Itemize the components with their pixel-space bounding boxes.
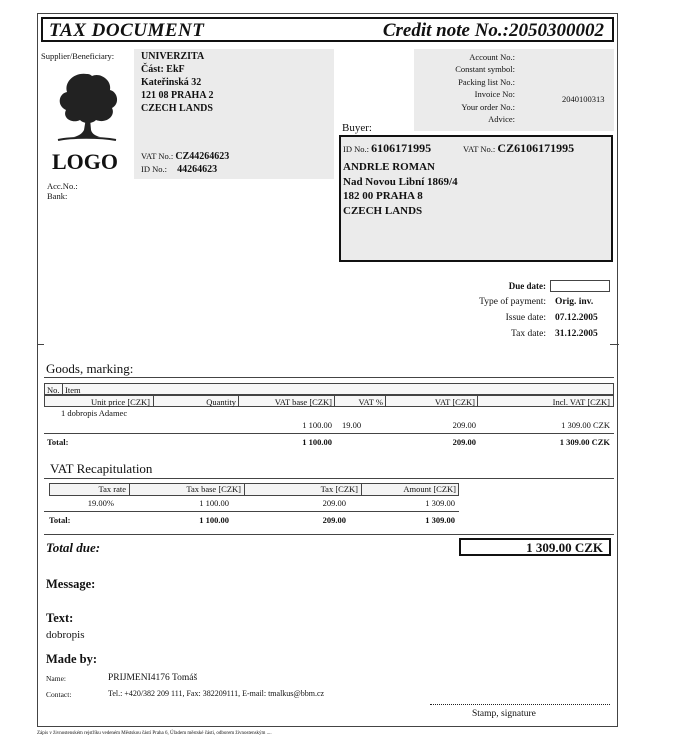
supplier-line: 121 08 PRAHA 2 xyxy=(141,90,214,101)
stamp-signature-label: Stamp, signature xyxy=(472,709,536,719)
buyer-line: 182 00 PRAHA 8 xyxy=(343,190,423,202)
advice-label: Advice: xyxy=(488,114,515,125)
col-vat-pct: VAT % xyxy=(358,397,383,407)
recap-total-amount: 1 309.00 xyxy=(425,515,455,525)
recap-rule xyxy=(44,478,614,479)
buyer-line: ANDRLE ROMAN xyxy=(343,161,435,173)
supplier-id-label: ID No.: xyxy=(141,164,167,174)
logo-text: LOGO xyxy=(52,149,119,174)
goods-header-row-1 xyxy=(44,383,614,395)
due-date-label: Due date: xyxy=(508,281,546,291)
col-divider xyxy=(334,396,335,407)
credit-note-value: 2050300002 xyxy=(509,20,604,41)
buyer-line: Nad Novou Libní 1869/4 xyxy=(343,175,458,188)
buyer-box xyxy=(339,135,613,262)
goods-total-vat-base: 1 100.00 xyxy=(302,437,332,447)
goods-heading: Goods, marking: xyxy=(46,361,134,376)
tree-logo-icon xyxy=(52,66,122,144)
reference-labels xyxy=(418,51,515,125)
buyer-id-value: 6106171995 xyxy=(371,141,432,155)
due-date-box xyxy=(550,280,610,292)
recap-amount: 1 309.00 xyxy=(425,498,455,508)
recap-col-tax-base: Tax base [CZK] xyxy=(130,484,245,495)
buyer-vat xyxy=(463,141,574,156)
made-by-label: Made by: xyxy=(46,652,98,666)
total-due-box xyxy=(459,538,611,556)
col-no: No. xyxy=(47,385,60,395)
recap-header-row xyxy=(49,483,459,496)
buyer-vat-value: CZ6106171995 xyxy=(497,141,575,155)
goods-total-label: Total: xyxy=(47,437,69,447)
col-incl-vat: Incl. VAT [CZK] xyxy=(552,397,610,407)
document-page xyxy=(37,13,618,727)
recap-total-tax: 209.00 xyxy=(322,515,346,525)
your-order-label: Your order No.: xyxy=(461,101,515,112)
col-divider xyxy=(153,396,154,407)
goods-item-name: 1 dobropis Adamec xyxy=(61,408,128,418)
supplier-line: Kateřinská 32 xyxy=(141,77,202,88)
text-label: Text: xyxy=(46,611,74,625)
recap-col-amount: Amount [CZK] xyxy=(403,484,456,494)
recap-col-tax: Tax [CZK] xyxy=(245,484,362,495)
signature-line xyxy=(430,704,610,705)
goods-item-vat-pct: 19.00 xyxy=(342,420,362,430)
issue-date-value: 07.12.2005 xyxy=(555,313,598,323)
supplier-vat-label: VAT No.: xyxy=(141,151,174,161)
buyer-vat-label: VAT No.: xyxy=(463,144,496,154)
acc-no-label: Acc.No.: xyxy=(47,181,78,191)
text-value: dobropis xyxy=(46,629,85,641)
tax-date-label: Tax date: xyxy=(511,329,546,339)
col-divider xyxy=(385,396,386,407)
invoice-no-label: Invoice No: xyxy=(474,89,515,100)
document-title-bar xyxy=(41,17,614,42)
supplier-line: Část: EkF xyxy=(141,64,185,75)
supplier-id xyxy=(141,164,217,175)
tax-date-value: 31.12.2005 xyxy=(555,329,598,339)
recap-base: 1 100.00 xyxy=(199,498,229,508)
goods-header-row-2 xyxy=(44,395,614,407)
buyer-address xyxy=(343,160,458,218)
supplier-address xyxy=(141,50,214,115)
buyer-id-label: ID No.: xyxy=(343,144,369,154)
fold-mark-right xyxy=(610,344,619,345)
recap-rate: 19.00% xyxy=(87,498,114,508)
recap-total-base: 1 100.00 xyxy=(199,515,229,525)
contact-value: Tel.: +420/382 209 111, Fax: 382209111, E-mail: tmalkus@bbm.cz xyxy=(108,689,325,698)
supplier-line: UNIVERZITA xyxy=(141,51,205,62)
goods-item-vat-base: 1 100.00 xyxy=(302,420,332,430)
buyer-line: CZECH LANDS xyxy=(343,204,423,217)
col-vat: VAT [CZK] xyxy=(434,397,475,407)
goods-total-vat: 209.00 xyxy=(452,437,476,447)
bank-label: Bank: xyxy=(47,191,68,201)
col-vat-base: VAT base [CZK] xyxy=(274,397,332,407)
recap-col-tax-rate: Tax rate xyxy=(50,484,130,495)
total-due-label: Total due: xyxy=(46,540,101,555)
issue-date-label: Issue date: xyxy=(505,313,546,323)
goods-item-incl-vat: 1 309.00 CZK xyxy=(561,420,610,430)
credit-note-label: Credit note No.: xyxy=(382,20,509,41)
col-divider xyxy=(62,384,63,395)
col-divider xyxy=(238,396,239,407)
goods-rule xyxy=(44,377,614,378)
recap-heading: VAT Recapitulation xyxy=(50,461,153,476)
supplier-vat xyxy=(141,151,229,162)
recap-tax: 209.00 xyxy=(322,498,346,508)
name-label: Name: xyxy=(46,674,66,683)
col-divider xyxy=(477,396,478,407)
payment-type-value: Orig. inv. xyxy=(555,297,594,307)
goods-item-vat: 209.00 xyxy=(452,420,476,430)
payment-type-label: Type of payment: xyxy=(479,297,546,307)
col-quantity: Quantity xyxy=(206,397,236,407)
supplier-vat-value: CZ44264623 xyxy=(175,151,230,162)
goods-total-rule xyxy=(44,433,614,434)
supplier-label: Supplier/Beneficiary: xyxy=(41,51,115,61)
packing-list-label: Packing list No.: xyxy=(458,76,515,87)
recap-total-rule xyxy=(44,511,459,512)
invoice-no-value: 2040100313 xyxy=(562,94,605,104)
buyer-label: Buyer: xyxy=(342,122,372,134)
document-title: TAX DOCUMENT xyxy=(49,20,205,41)
col-item: Item xyxy=(65,385,81,395)
col-unit-price: Unit price [CZK] xyxy=(90,397,150,407)
recap-total-label: Total: xyxy=(49,515,71,525)
message-label: Message: xyxy=(46,577,96,591)
constant-symbol-label: Constant symbol: xyxy=(455,64,515,75)
supplier-id-value: 44264623 xyxy=(177,164,218,175)
supplier-line: CZECH LANDS xyxy=(141,103,213,114)
name-value: PRIJMENI4176 Tomáš xyxy=(108,673,198,683)
registry-footer: Zápis v živnostenském rejstříku vedeném Městskou částí Praha 6, Úřadem městské části, odborem živnostenským .... xyxy=(37,731,272,736)
contact-label: Contact: xyxy=(46,690,72,699)
fold-mark-left xyxy=(38,344,44,345)
total-due-value: 1 309.00 CZK xyxy=(526,540,603,555)
credit-note-number xyxy=(383,20,604,42)
goods-total-incl-vat: 1 309.00 CZK xyxy=(559,437,610,447)
buyer-id xyxy=(343,141,431,156)
total-due-rule xyxy=(44,534,614,535)
account-no-label: Account No.: xyxy=(469,52,515,62)
